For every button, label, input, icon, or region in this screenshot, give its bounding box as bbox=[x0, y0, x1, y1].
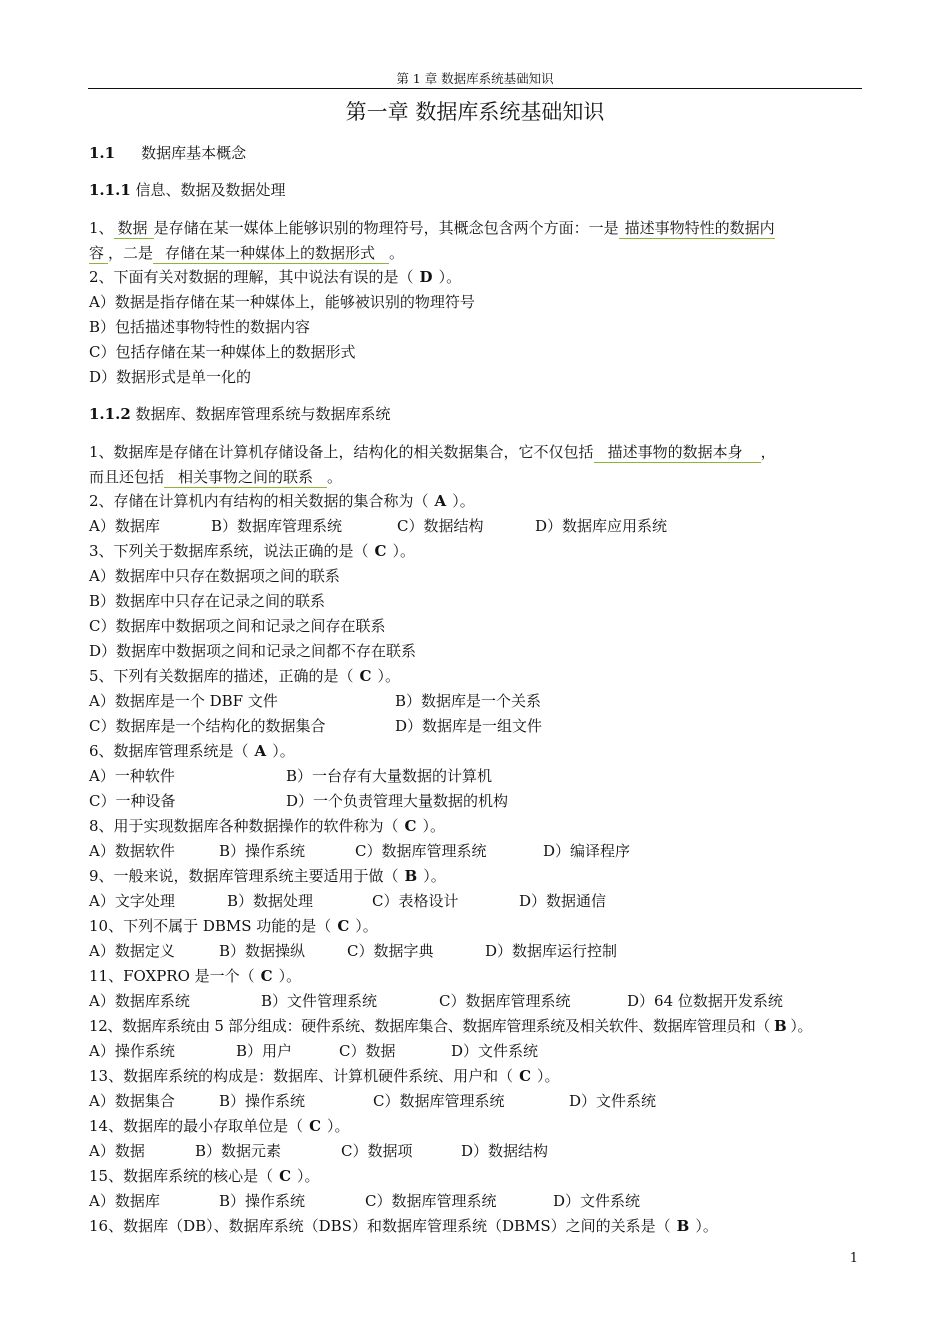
question-stem bbox=[89, 916, 864, 937]
stem-end: ）。 bbox=[438, 268, 462, 286]
option-row bbox=[89, 1041, 864, 1062]
option-row bbox=[89, 941, 864, 962]
option: B）用户 bbox=[236, 1042, 293, 1060]
option: C）数据库中数据项之间和记录之间存在联系 bbox=[89, 617, 386, 635]
answer-blank: 相关事物之间的联系 bbox=[164, 468, 327, 488]
stem-end: ）。 bbox=[278, 967, 302, 985]
stem-end: ）。 bbox=[452, 492, 475, 510]
stem-text: 8、用于实现数据库各种数据操作的软件称为（ bbox=[89, 817, 399, 835]
answer: C bbox=[309, 1117, 322, 1135]
question-stem bbox=[89, 1066, 864, 1087]
option: D）编译程序 bbox=[543, 842, 631, 860]
option-row bbox=[89, 716, 864, 737]
section-heading bbox=[89, 143, 864, 164]
option: C）包括存储在某一种媒体上的数据形式 bbox=[89, 343, 356, 361]
question-text: ， bbox=[760, 443, 776, 461]
answer: C bbox=[279, 1167, 292, 1185]
option-row bbox=[89, 991, 864, 1012]
question-line bbox=[89, 467, 864, 488]
option: B）文件管理系统 bbox=[261, 992, 378, 1010]
option-row bbox=[89, 766, 864, 787]
option: B）一台存有大量数据的计算机 bbox=[286, 767, 493, 785]
stem-text: 12、数据库系统由 5 部分组成：硬件系统、数据库集合、数据库管理系统及相关软件、数据库管理员和（ bbox=[89, 1017, 771, 1035]
option: D）数据库是一组文件 bbox=[395, 717, 543, 735]
stem-text: 2、下面有关对数据的理解，其中说法有误的是（ bbox=[89, 268, 414, 286]
option: C）数据项 bbox=[341, 1142, 413, 1160]
answer: D bbox=[419, 268, 433, 286]
option: D）64 位数据开发系统 bbox=[627, 992, 783, 1010]
answer: C bbox=[374, 542, 387, 560]
question-stem bbox=[89, 866, 864, 887]
option: D）一个负责管理大量数据的机构 bbox=[286, 792, 509, 810]
question-line bbox=[89, 442, 864, 463]
option-row bbox=[89, 691, 864, 712]
answer-blank: 数据 bbox=[114, 219, 154, 239]
option: A）数据集合 bbox=[89, 1092, 175, 1110]
option: C）一种设备 bbox=[89, 792, 176, 810]
stem-text: 13、数据库系统的构成是：数据库、计算机硬件系统、用户和（ bbox=[89, 1067, 514, 1085]
subsection-number: 1.1.2 bbox=[89, 405, 131, 423]
answer: C bbox=[404, 817, 417, 835]
running-header: 第 1 章 数据库系统基础知识 bbox=[396, 71, 554, 86]
question-stem bbox=[89, 666, 864, 687]
option: A）数据 bbox=[89, 1142, 145, 1160]
option: B）数据库是一个关系 bbox=[395, 692, 542, 710]
section-title: 数据库基本概念 bbox=[141, 144, 247, 162]
option: A）数据库 bbox=[89, 1192, 160, 1210]
subsection-title: 数据库、数据库管理系统与数据库系统 bbox=[135, 405, 391, 423]
answer: A bbox=[434, 492, 447, 510]
option: D）数据库应用系统 bbox=[535, 517, 668, 535]
option: D）文件系统 bbox=[553, 1192, 641, 1210]
answer-blank: 描述事物特性的数据内 bbox=[619, 219, 775, 239]
option: A）数据库中只存在数据项之间的联系 bbox=[89, 567, 340, 585]
question-line bbox=[89, 218, 864, 239]
answer-blank: 存储在某一种媒体上的数据形式 bbox=[153, 244, 389, 264]
subsection-heading bbox=[89, 404, 864, 425]
section-number: 1.1 bbox=[89, 144, 116, 162]
option-row bbox=[89, 1191, 864, 1212]
option: B）操作系统 bbox=[219, 842, 306, 860]
page-number: 1 bbox=[849, 1251, 858, 1266]
option: A）数据是指存储在某一种媒体上，能够被识别的物理符号 bbox=[89, 293, 475, 311]
stem-text: 5、下列有关数据库的描述，正确的是（ bbox=[89, 667, 354, 685]
question-stem bbox=[89, 816, 864, 837]
answer-blank: 描述事物的数据本身 bbox=[594, 443, 761, 463]
option: D）数据通信 bbox=[519, 892, 607, 910]
option: A）操作系统 bbox=[89, 1042, 175, 1060]
answer: C bbox=[359, 667, 372, 685]
question-text: 。 bbox=[389, 244, 405, 262]
question-stem bbox=[89, 267, 864, 288]
question-stem bbox=[89, 491, 864, 512]
option-row bbox=[89, 1141, 864, 1162]
option: D）文件系统 bbox=[569, 1092, 657, 1110]
stem-text: 9、一般来说，数据库管理系统主要适用于做（ bbox=[89, 867, 399, 885]
subsection-number: 1.1.1 bbox=[89, 181, 131, 199]
question-text: 而且还包括 bbox=[89, 468, 165, 486]
option: A）数据库系统 bbox=[89, 992, 190, 1010]
stem-end: ）。 bbox=[377, 667, 401, 685]
option: A）数据定义 bbox=[89, 942, 175, 960]
option: A）文字处理 bbox=[89, 892, 175, 910]
option: B）数据元素 bbox=[195, 1142, 282, 1160]
stem-text: 6、数据库管理系统是（ bbox=[89, 742, 249, 760]
question-text: ，二是 bbox=[108, 244, 154, 262]
option: C）数据库管理系统 bbox=[439, 992, 571, 1010]
stem-end: ）。 bbox=[272, 742, 295, 760]
option: B）数据库中只存在记录之间的联系 bbox=[89, 592, 326, 610]
stem-text: 15、数据库系统的核心是（ bbox=[89, 1167, 274, 1185]
answer: C bbox=[519, 1067, 532, 1085]
option: A）数据库是一个 DBF 文件 bbox=[89, 692, 278, 710]
option: C）数据结构 bbox=[397, 517, 484, 535]
option: D）文件系统 bbox=[451, 1042, 539, 1060]
question-line bbox=[89, 243, 864, 264]
question-stem bbox=[89, 541, 864, 562]
option: C）数据库管理系统 bbox=[365, 1192, 497, 1210]
option: B）数据操纵 bbox=[219, 942, 306, 960]
stem-end: ）。 bbox=[790, 1017, 813, 1035]
option: D）数据形式是单一化的 bbox=[89, 368, 252, 386]
option: D）数据库中数据项之间和记录之间都不存在联系 bbox=[89, 642, 417, 660]
stem-text: 2、存储在计算机内有结构的相关数据的集合称为（ bbox=[89, 492, 429, 510]
option: A）数据库 bbox=[89, 517, 160, 535]
subsection-heading bbox=[89, 180, 864, 201]
answer: B bbox=[404, 867, 418, 885]
stem-end: ）。 bbox=[327, 1117, 350, 1135]
question-stem bbox=[89, 966, 864, 987]
option-row bbox=[89, 516, 864, 537]
question-stem bbox=[89, 1166, 864, 1187]
answer: B bbox=[774, 1017, 787, 1035]
stem-text: 10、下列不属于 DBMS 功能的是（ bbox=[89, 917, 332, 935]
stem-end: ）。 bbox=[392, 542, 416, 560]
answer: C bbox=[260, 967, 273, 985]
option-row bbox=[89, 891, 864, 912]
option-row bbox=[89, 1091, 864, 1112]
stem-end: ）。 bbox=[695, 1217, 718, 1235]
option: C）数据库管理系统 bbox=[373, 1092, 505, 1110]
option: B）操作系统 bbox=[219, 1092, 306, 1110]
option-row bbox=[89, 791, 864, 812]
option: B）操作系统 bbox=[219, 1192, 306, 1210]
answer: A bbox=[254, 742, 267, 760]
option: A）一种软件 bbox=[89, 767, 175, 785]
option: C）表格设计 bbox=[372, 892, 459, 910]
option: D）数据结构 bbox=[461, 1142, 549, 1160]
question-text: 1、数据库是存储在计算机存储设备上，结构化的相关数据集合，它不仅包括 bbox=[89, 443, 594, 461]
question-stem bbox=[89, 1016, 864, 1037]
option-row bbox=[89, 841, 864, 862]
stem-text: 16、数据库（DB）、数据库系统（DBS）和数据库管理系统（DBMS）之间的关系是（ bbox=[89, 1217, 671, 1235]
stem-text: 3、下列关于数据库系统，说法正确的是（ bbox=[89, 542, 369, 560]
question-text: 是存储在某一媒体上能够识别的物理符号，其概念包含两个方面：一是 bbox=[153, 219, 619, 237]
option: B）数据处理 bbox=[227, 892, 314, 910]
option: C）数据字典 bbox=[347, 942, 434, 960]
option: B）包括描述事物特性的数据内容 bbox=[89, 318, 311, 336]
question-stem bbox=[89, 741, 864, 762]
stem-end: ）。 bbox=[423, 867, 446, 885]
stem-end: ）。 bbox=[297, 1167, 320, 1185]
question-text: 1、 bbox=[89, 219, 114, 237]
option: A）数据软件 bbox=[89, 842, 175, 860]
answer: B bbox=[676, 1217, 690, 1235]
stem-text: 11、FOXPRO 是一个（ bbox=[89, 967, 255, 985]
answer-blank: 容 bbox=[89, 244, 108, 264]
option: B）数据库管理系统 bbox=[211, 517, 343, 535]
option: C）数据库是一个结构化的数据集合 bbox=[89, 717, 326, 735]
option: C）数据库管理系统 bbox=[355, 842, 487, 860]
question-stem bbox=[89, 1116, 864, 1137]
chapter-title: 第一章 数据库系统基础知识 bbox=[345, 100, 605, 124]
subsection-title: 信息、数据及数据处理 bbox=[135, 181, 286, 199]
answer: C bbox=[337, 917, 350, 935]
stem-text: 14、数据库的最小存取单位是（ bbox=[89, 1117, 304, 1135]
option: D）数据库运行控制 bbox=[485, 942, 618, 960]
header-rule bbox=[88, 88, 862, 89]
question-text: 。 bbox=[327, 468, 343, 486]
stem-end: ）。 bbox=[537, 1067, 560, 1085]
question-stem bbox=[89, 1216, 864, 1237]
stem-end: ）。 bbox=[422, 817, 446, 835]
option: C）数据 bbox=[339, 1042, 396, 1060]
stem-end: ）。 bbox=[355, 917, 378, 935]
